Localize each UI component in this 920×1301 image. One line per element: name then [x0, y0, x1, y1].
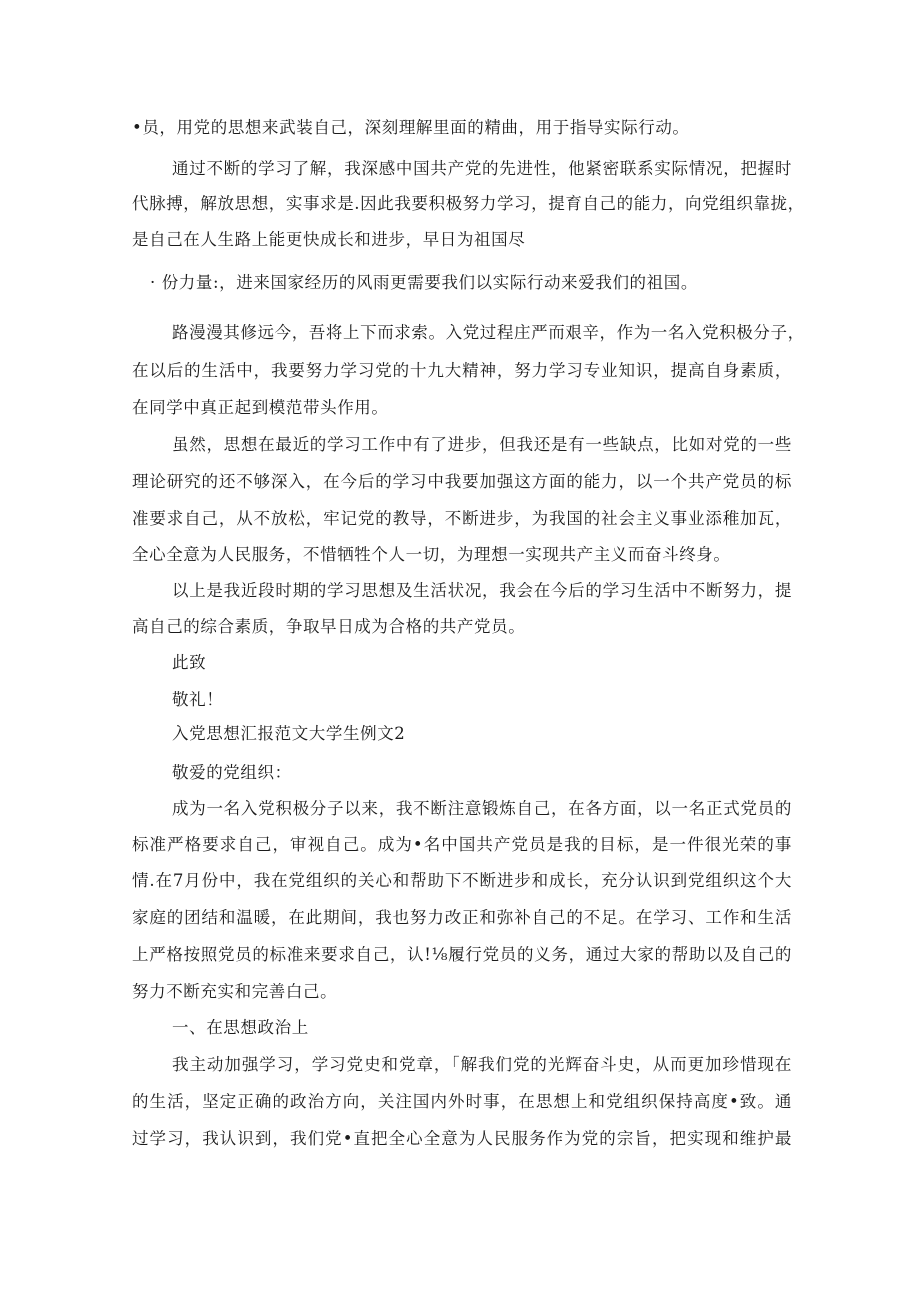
- section-heading: 一、在思想政治上: [172, 1018, 309, 1037]
- text-line: 代脉搏，解放思想，实事求是.因此我要积极努力学习，提育自己的能力，向党组织靠拢，: [132, 194, 805, 213]
- text-line: 准要求自己，从不放松，牢记党的教导，不断进步，为我国的社会主义事业添稚加瓦，: [132, 509, 792, 528]
- text-line: · 份力量:，进来国家经历的风雨更需要我们以实际行动来爱我们的祖国。: [150, 273, 698, 292]
- closing-regards: 敬礼！: [172, 690, 224, 709]
- paragraph-first-line: 路漫漫其修远今，吾将上下而求索。入党过程庄严而艰辛，作为一名入党积极分子，: [172, 323, 805, 342]
- text-line: 是自己在人生路上能更快成长和进步，早日为祖国尽: [132, 230, 526, 249]
- paragraph-first-line: 虽然，思想在最近的学习工作中有了进步，但我还是有一些缺点，比如对党的一些: [172, 435, 792, 454]
- closing-salutation: 此致: [172, 653, 207, 672]
- text-line: 情.在7月份中，我在党组织的关心和帮助下不断进步和成长，充分认识到党组织这个大: [132, 871, 792, 890]
- text-line: 高自己的综合素质，争取早日成为合格的共产党员。: [132, 617, 526, 636]
- text-line: 在同学中真正起到模范带头作用。: [132, 398, 389, 417]
- paragraph-first-line: 通过不断的学习了解，我深感中国共产党的先进性，他紧密联系实际情况，把握时: [172, 159, 792, 178]
- text-line: 上严格按照党员的标准来要求自己，认!⅛履行党员的义务，通过大家的帮助以及自己的: [132, 945, 792, 964]
- text-line: •员，用党的思想来武装自己，深刻理解里面的精曲，用于指导实际行动。: [132, 118, 690, 137]
- letter-greeting: 敬爱的党组织：: [172, 763, 292, 782]
- text-line: 家庭的团结和温暖，在此期间，我也努力改正和弥补自己的不足。在学习、工作和生活: [132, 908, 792, 927]
- text-line: 过学习，我认识到，我们党•直把全心全意为人民服务作为党的宗旨，把实现和维护最: [132, 1129, 792, 1148]
- text-line: 理论研究的还不够深入，在今后的学习中我要加强这方面的能力，以一个共产党员的标: [132, 472, 792, 491]
- text-line: 努力不断充实和完善白己。: [132, 982, 338, 1001]
- paragraph-first-line: 我主动加强学习，学习党史和党章，「解我们党的光辉奋斗史，从而更加珍惜现在: [172, 1055, 792, 1074]
- text-line: 标准严格要求自己，审视自己。成为•名中国共产党员是我的目标，是一件很光荣的事: [132, 835, 792, 854]
- paragraph-first-line: 成为一名入党积极分子以来，我不断注意锻炼自己，在各方面，以一名正式党员的: [172, 799, 792, 818]
- paragraph-first-line: 以上是我近段时期的学习思想及生活状况，我会在今后的学习生活中不断努力，提: [172, 581, 792, 600]
- text-line: 全心全意为人民服务，不惜牺牲个人一切，为理想一实现共产主义而奋斗终身。: [132, 545, 731, 564]
- text-line: 的生活，坚定正确的政治方向，关注国内外时事，在思想上和党组织保持高度•致。通: [132, 1092, 792, 1111]
- text-line: 在以后的生活中，我要努力学习党的十九大精神，努力学习专业知识，提高自身素质，: [132, 361, 792, 380]
- section-title: 入党思想汇报范文大学生例文2: [172, 724, 406, 743]
